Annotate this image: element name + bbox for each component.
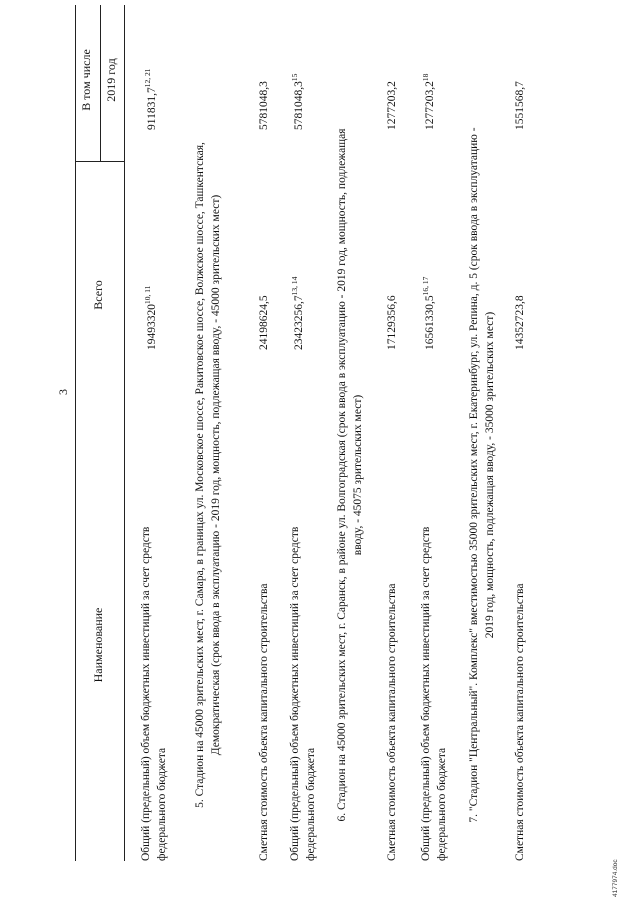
header-name: Наименование (91, 607, 105, 683)
row-name: Сметная стоимость объекта капитального строительства (386, 583, 398, 861)
page-number: 3 (56, 389, 70, 395)
document-footer: 4177974.doc (612, 859, 619, 897)
table-header-bottom-rule (124, 5, 125, 861)
section-heading: 6. Стадион на 45000 зрительских мест, г. Саранск, в районе ул. Волгоградская (срок ввода в эксплуатацию - 2019 год, мощность, подлежащая вводу, - 45075 зрительских мест) (336, 128, 364, 822)
subheader-rule (100, 5, 101, 162)
table-top-rule (75, 5, 76, 861)
row-name: Сметная стоимость объекта капитального строительства (514, 583, 526, 861)
row-year: 5781048,3$^{15}$ (290, 73, 305, 130)
header-total: Всего (91, 280, 105, 310)
row-total: 19493320$^{10, 11}$ (143, 285, 158, 350)
row-name: Общий (предельный) объем бюджетных инвестиций за счет средств федерального бюджета (420, 526, 448, 861)
row-year: 1551568,7 (514, 81, 526, 130)
row-total: 16561330,5$^{16, 17}$ (421, 276, 436, 350)
section-heading: 5. Стадион на 45000 зрительских мест, г. Самара, в границах ул. Московское шоссе, Ракитовское шоссе, Волжское шоссе, Ташкентская, Демократическая (срок ввода в эксплуатацию - 2019 год, мощность, подлежащая вводу, - 45000 зрительских мест) (194, 142, 222, 808)
row-total: 23423256,7$^{13, 14}$ (290, 276, 305, 350)
row-name: Сметная стоимость объекта капитального строительства (258, 583, 270, 861)
row-year: 911831,7$^{12, 21}$ (143, 68, 158, 130)
header-year: 2019 год (104, 58, 118, 102)
row-year: 1277203,2$^{18}$ (421, 73, 436, 130)
row-total: 14352723,8 (514, 295, 526, 350)
row-name: Общий (предельный) объем бюджетных инвестиций за счет средств федерального бюджета (289, 526, 317, 861)
row-year: 5781048,3 (258, 81, 270, 130)
including-column-divider (75, 161, 125, 162)
header-including: В том числе (79, 49, 93, 111)
row-name: Общий (предельный) объем бюджетных инвестиций за счет средств федерального бюджета (140, 526, 168, 861)
section-heading: 7. "Стадион "Центральный". Комплекс" вместимостью 35000 зрительских мест, г. Екатеринбург, ул. Репина, д. 5 (срок ввода в эксплуатацию - 2019 год, мощность, подлежащая вводу, - 35000 зрительских мест) (468, 127, 496, 823)
row-total: 24198624,5 (258, 295, 270, 350)
row-year: 1277203,2 (386, 81, 398, 130)
row-total: 17129356,6 (386, 295, 398, 350)
